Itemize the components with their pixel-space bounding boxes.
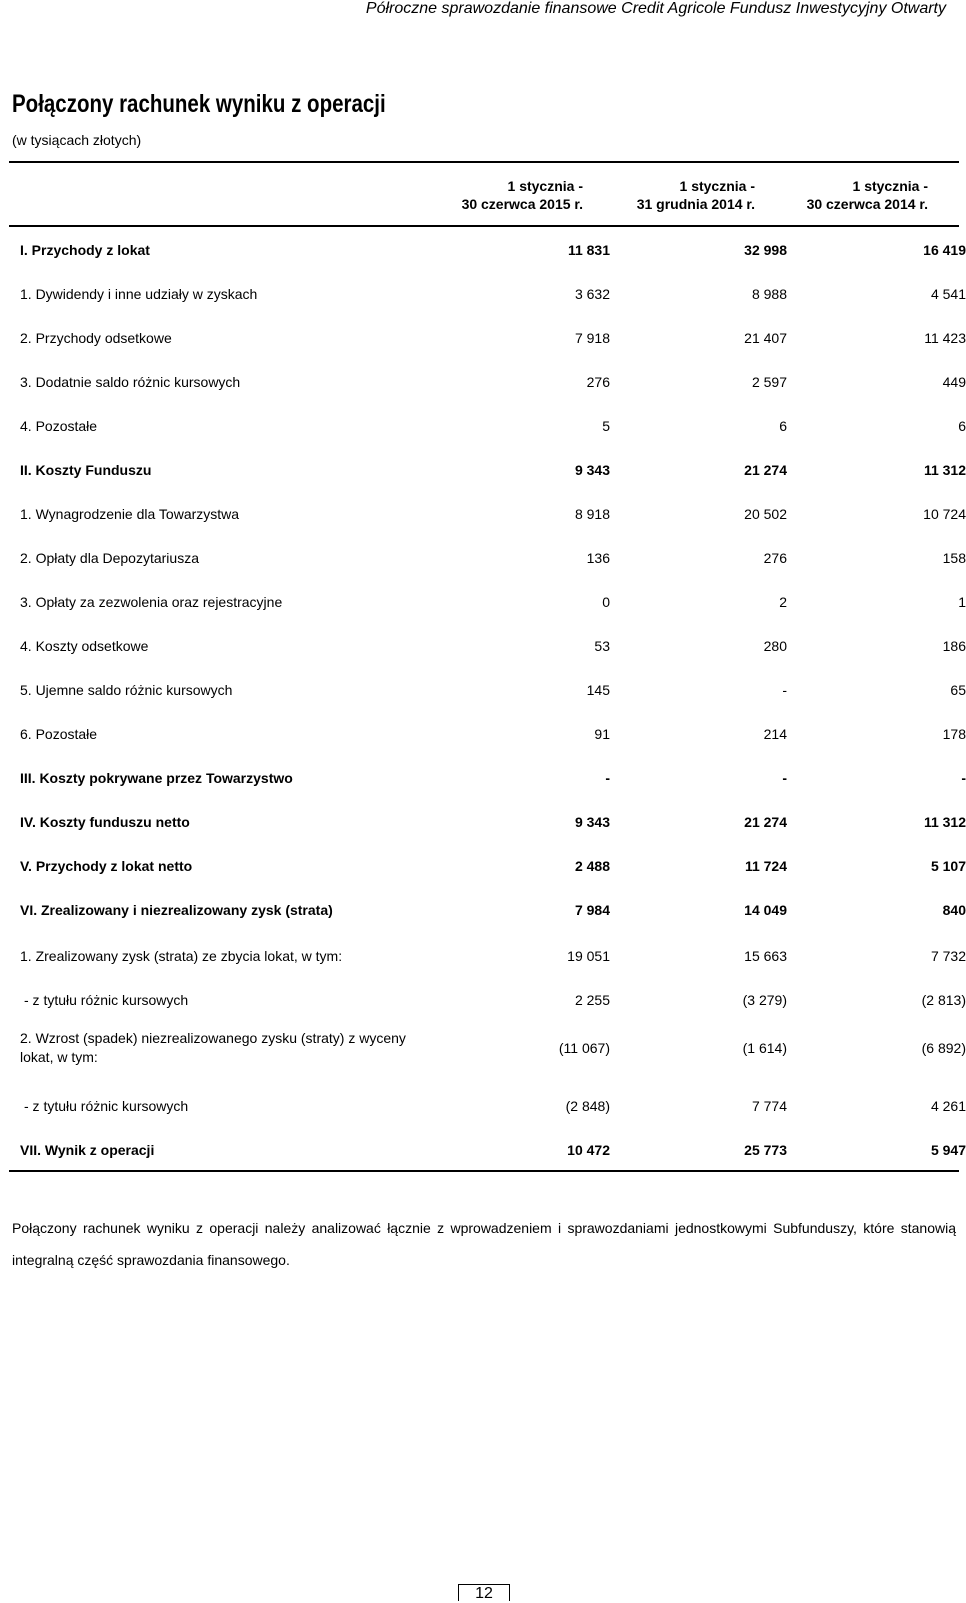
row-label: - z tytułu różnic kursowych: [24, 991, 189, 1008]
row-value-col1: 91: [594, 726, 610, 742]
row-value-col1: -: [605, 770, 610, 786]
table-row: [20, 372, 966, 392]
row-value-col2: (3 279): [742, 992, 787, 1008]
row-value-col3: 11 312: [923, 462, 966, 478]
row-value-col3: 4 261: [930, 1098, 966, 1114]
explanatory-note: Połączony rachunek wyniku z operacji należy analizować łącznie z wprowadzeniem i sprawozdaniami jednostkowymi Subfunduszy, które stanowią integralną część sprawozdania finansowego.: [12, 1220, 956, 1268]
column-header-line1: 1 stycznia -: [507, 178, 583, 194]
row-label: II. Koszty Funduszu: [20, 461, 152, 478]
row-value-col3: 11 312: [923, 814, 966, 830]
row-value-col3: 1: [958, 594, 966, 610]
row-value-col1: 7 984: [574, 902, 610, 918]
row-value-col3: (6 892): [921, 1040, 966, 1056]
row-value-col2: 280: [763, 638, 787, 654]
row-value-col2: -: [782, 770, 787, 786]
row-value-col1: 145: [586, 682, 610, 698]
row-value-col2: 214: [763, 726, 787, 742]
page-number: 12: [458, 1584, 510, 1601]
table-row: [20, 990, 966, 1010]
column-header-h1-2015: [423, 177, 583, 213]
row-value-col3: 11 423: [924, 330, 966, 346]
table-row: [20, 416, 966, 436]
column-header-h1-2014: [768, 177, 928, 213]
row-label: 2. Opłaty dla Depozytariusza: [20, 549, 199, 566]
row-value-col1: 3 632: [574, 286, 610, 302]
row-value-col2: 25 773: [744, 1142, 787, 1158]
row-value-col3: 449: [942, 374, 966, 390]
table-row: [20, 812, 966, 832]
table-top-rule: [9, 161, 959, 163]
row-value-col1: 2 488: [574, 858, 610, 874]
table-row: [20, 900, 966, 920]
row-label: 4. Pozostałe: [20, 417, 98, 434]
row-label: 3. Dodatnie saldo różnic kursowych: [20, 373, 241, 390]
table-row: [20, 1140, 966, 1160]
row-value-col1: 136: [586, 550, 610, 566]
header-rule: [9, 225, 959, 227]
row-label: V. Przychody z lokat netto: [20, 857, 193, 874]
row-value-col2: 21 274: [744, 462, 787, 478]
table-row: [20, 768, 966, 788]
row-value-col3: 6: [958, 418, 966, 434]
row-value-col2: 7 774: [751, 1098, 787, 1114]
row-value-col2: (1 614): [742, 1040, 787, 1056]
table-row: [20, 328, 966, 348]
row-value-col1: 7 918: [574, 330, 610, 346]
column-header-line2: 31 grudnia 2014 r.: [636, 196, 755, 212]
row-value-col3: 5 947: [930, 1142, 966, 1158]
row-label: III. Koszty pokrywane przez Towarzystwo: [20, 769, 293, 786]
row-value-col3: -: [961, 770, 966, 786]
column-header-fy-2014: [595, 177, 755, 213]
row-label: IV. Koszty funduszu netto: [20, 813, 190, 830]
row-label: VII. Wynik z operacji: [20, 1141, 155, 1158]
row-value-col2: -: [782, 682, 787, 698]
table-row: [20, 548, 966, 568]
row-value-col3: 178: [942, 726, 966, 742]
table-row: [20, 1030, 966, 1065]
row-value-col1: 19 051: [567, 948, 610, 964]
row-value-col3: 186: [942, 638, 966, 654]
row-value-col2: 2: [779, 594, 787, 610]
table-row: [20, 460, 966, 480]
row-value-col1: (2 848): [565, 1098, 610, 1114]
row-value-col1: 5: [602, 418, 610, 434]
row-value-col1: 9 343: [574, 814, 610, 830]
row-value-col1: 2 255: [574, 992, 610, 1008]
row-value-col2: 11 724: [744, 858, 787, 874]
row-value-col2: 21 274: [744, 814, 787, 830]
table-row: [20, 680, 966, 700]
row-label: 3. Opłaty za zezwolenia oraz rejestracyjne: [20, 593, 283, 610]
row-label: 6. Pozostałe: [20, 725, 98, 742]
table-row: [20, 636, 966, 656]
table-row: [20, 592, 966, 612]
row-value-col2: 20 502: [744, 506, 787, 522]
row-value-col1: 8 918: [574, 506, 610, 522]
row-value-col1: (11 067): [558, 1040, 610, 1056]
table-row: [20, 284, 966, 304]
row-label: 4. Koszty odsetkowe: [20, 637, 149, 654]
table-bottom-rule: [9, 1170, 959, 1172]
table-row: [20, 1096, 966, 1116]
row-value-col3: 7 732: [930, 948, 966, 964]
units-subtitle: (w tysiącach złotych): [12, 132, 142, 148]
row-value-col2: 6: [779, 418, 787, 434]
row-value-col1: 0: [602, 594, 610, 610]
column-header-line1: 1 stycznia -: [679, 178, 755, 194]
table-row: [20, 240, 966, 260]
row-value-col2: 21 407: [744, 330, 787, 346]
row-label: I. Przychody z lokat: [20, 241, 150, 258]
row-value-col2: 15 663: [744, 948, 787, 964]
row-value-col2: 32 998: [744, 242, 787, 258]
row-label: - z tytułu różnic kursowych: [24, 1097, 189, 1114]
row-value-col1: 11 831: [567, 242, 610, 258]
table-row: [20, 504, 966, 524]
row-value-col3: 840: [942, 902, 966, 918]
row-label: 5. Ujemne saldo różnic kursowych: [20, 681, 233, 698]
row-value-col3: 158: [942, 550, 966, 566]
row-label: VI. Zrealizowany i niezrealizowany zysk (strata): [20, 901, 333, 918]
row-label: 1. Zrealizowany zysk (strata) ze zbycia lokat, w tym:: [20, 947, 343, 964]
row-value-col2: 2 597: [751, 374, 787, 390]
row-value-col3: 4 541: [930, 286, 966, 302]
row-value-col3: 5 107: [930, 858, 966, 874]
column-header-line2: 30 czerwca 2014 r.: [806, 196, 928, 212]
row-label: 2. Przychody odsetkowe: [20, 329, 172, 346]
row-value-col3: 10 724: [923, 506, 966, 522]
running-header: Półroczne sprawozdanie finansowe Credit Agricole Fundusz Inwestycyjny Otwarty: [365, 0, 946, 17]
row-value-col1: 53: [594, 638, 610, 654]
row-value-col3: 65: [950, 682, 966, 698]
row-label: 1. Wynagrodzenie dla Towarzystwa: [20, 505, 240, 522]
table-row: [20, 946, 966, 966]
row-value-col1: 10 472: [567, 1142, 610, 1158]
row-value-col2: 14 049: [744, 902, 787, 918]
row-label: 2. Wzrost (spadek) niezrealizowanego zysku (straty) z wyceny lokat, w tym:: [20, 1030, 406, 1065]
column-header-line2: 30 czerwca 2015 r.: [461, 196, 583, 212]
row-value-col2: 8 988: [751, 286, 787, 302]
row-value-col3: (2 813): [921, 992, 966, 1008]
page-title: Połączony rachunek wyniku z operacji: [12, 90, 386, 118]
row-value-col1: 9 343: [574, 462, 610, 478]
row-label: 1. Dywidendy i inne udziały w zyskach: [20, 285, 258, 302]
table-row: [20, 724, 966, 744]
row-value-col2: 276: [763, 550, 787, 566]
table-row: [20, 856, 966, 876]
column-header-line1: 1 stycznia -: [852, 178, 928, 194]
row-value-col1: 276: [586, 374, 610, 390]
row-value-col3: 16 419: [923, 242, 966, 258]
